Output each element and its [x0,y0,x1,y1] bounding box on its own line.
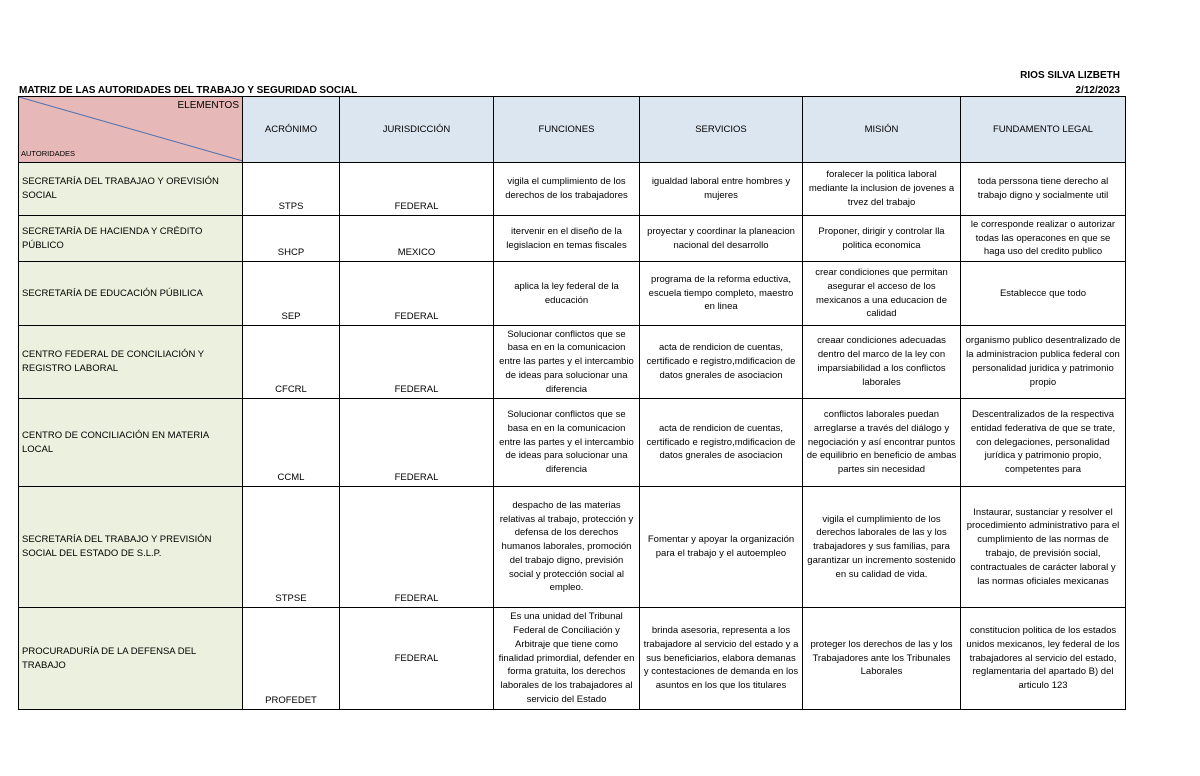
services-cell: brinda asesoria, representa a los trabajadore al servicio del estado y a sus beneficiarios, elabora demanas y contestaciones de demanda en los asuntos en los que los titulares [640,608,803,710]
services-cell: programa de la reforma eductiva, escuela tiempo completo, maestro en linea [640,262,803,326]
legal-basis-cell: toda perssona tiene derecho al trabajo digno y socialmente util [961,163,1126,216]
services-cell: Fomentar y apoyar la organización para el trabajo y el autoempleo [640,487,803,608]
table-row [19,216,1126,262]
acronym-cell: SEP [243,262,340,326]
author-name: RIOS SILVA LIZBETH [1020,70,1120,81]
column-header-jurisdiccion: JURISDICCIÓN [340,97,494,163]
functions-cell: itervenir en el diseño de la legislacion en temas fiscales [494,216,640,262]
column-header-acronimo: ACRÓNIMO [243,97,340,163]
authorities-matrix [18,96,1126,710]
acronym-cell: CFCRL [243,326,340,399]
jurisdiction-cell: FEDERAL [340,399,494,487]
legal-basis-cell: Establecce que todo [961,262,1126,326]
legal-basis-cell: constitucion politica de los estados unidos mexicanos, ley federal de los trabajadores al servicio del estado, reglamentaria del apartado B) del articulo 123 [961,608,1126,710]
table-row [19,262,1126,326]
legal-basis-cell: Descentralizados de la respectiva entidad federativa de que se trate, con delegaciones, personalidad jurídica y patrimonio propio, competentes para [961,399,1126,487]
acronym-cell: STPSE [243,487,340,608]
acronym-cell: CCML [243,399,340,487]
header-row [19,97,1126,163]
autoridades-label: AUTORIDADES [21,149,76,159]
table-row [19,608,1126,710]
legal-basis-cell: Instaurar, sustanciar y resolver el procedimiento administrativo para el cumplimiento de las normas de trabajo, de previsión social, contractuales de carácter laboral y las normas oficiales mexicanas [961,487,1126,608]
services-cell: acta de rendicion de cuentas, certificado e registro,mdificacion de datos gnerales de asociacion [640,399,803,487]
acronym-cell: PROFEDET [243,608,340,710]
services-cell: acta de rendicion de cuentas, certificado e registro,mdificacion de datos gnerales de asociacion [640,326,803,399]
jurisdiction-cell: FEDERAL [340,163,494,216]
acronym-cell: STPS [243,163,340,216]
authority-name: CENTRO DE CONCILIACIÓN EN MATERIA LOCAL [19,399,243,487]
acronym-cell: SHCP [243,216,340,262]
jurisdiction-cell: MEXICO [340,216,494,262]
document-date: 2/12/2023 [1075,85,1120,96]
mission-cell: vigila el cumplimiento de los derechos laborales de las y los trabajadores y sus familias, para garantizar un incremento sostenido en su calidad de vida. [803,487,961,608]
elementos-label: ELEMENTOS [177,100,239,111]
mission-cell: crear condiciones que permitan asegurar el acceso de los mexicanos a una educacion de calidad [803,262,961,326]
functions-cell: vigila el cumplimiento de los derechos de los trabajadores [494,163,640,216]
jurisdiction-cell: FEDERAL [340,326,494,399]
jurisdiction-cell: FEDERAL [340,608,494,710]
jurisdiction-cell: FEDERAL [340,262,494,326]
functions-cell: Solucionar conflictos que se basa en en la comunicacion entre las partes y el intercambio de ideas para solucionar una diferencia [494,326,640,399]
functions-cell: Es una unidad del Tribunal Federal de Conciliación y Arbitraje que tiene como finalidad primordial, defender en forma gratuita, los derechos laborales de los trabajadores al servicio del Estado [494,608,640,710]
authority-name: PROCURADURÍA DE LA DEFENSA DEL TRABAJO [19,608,243,710]
column-header-funciones: FUNCIONES [494,97,640,163]
functions-cell: Solucionar conflictos que se basa en en la comunicacion entre las partes y el intercambio de ideas para solucionar una diferencia [494,399,640,487]
legal-basis-cell: organismo publico desentralizado de la administracion publica federal con personalidad juridica y patrimonio propio [961,326,1126,399]
mission-cell: creaar condiciones adecuadas dentro del marco de la ley con imparsiabilidad a los conflictos laborales [803,326,961,399]
legal-basis-cell: le corresponde realizar o autorizar todas las operacones en que se haga uso del credito publico [961,216,1126,262]
column-header-fundamento: FUNDAMENTO LEGAL [961,97,1126,163]
table-row [19,326,1126,399]
table-row [19,163,1126,216]
corner-cell [19,97,243,163]
column-header-mision: MISIÓN [803,97,961,163]
mission-cell: conflictos laborales puedan arreglarse a través del diálogo y negociación y así encontrar puntos de equilibrio en beneficio de ambas partes sin necesidad [803,399,961,487]
authority-name: SECRETARÍA DEL TRABAJAO Y OREVISIÓN SOCIAL [19,163,243,216]
table-row [19,399,1126,487]
functions-cell: aplica la ley federal de la educación [494,262,640,326]
authority-name: SECRETARÍA DE HACIENDA Y CRÉDITO PÚBLICO [19,216,243,262]
jurisdiction-cell: FEDERAL [340,487,494,608]
mission-cell: proteger los derechos de las y los Trabajadores ante los Tribunales Laborales [803,608,961,710]
authority-name: SECRETARÍA DEL TRABAJO Y PREVISIÓN SOCIAL DEL ESTADO DE S.L.P. [19,487,243,608]
table-row [19,487,1126,608]
mission-cell: Proponer, dirigir y controlar lla politica economica [803,216,961,262]
services-cell: proyectar y coordinar la planeacion nacional del desarrollo [640,216,803,262]
functions-cell: despacho de las materias relativas al trabajo, protección y defensa de los derechos humanos laborales, promoción del trabajo digno, previsión social y protección social al empleo. [494,487,640,608]
authority-name: SECRETARÍA DE EDUCACIÓN PÚBILICA [19,262,243,326]
mission-cell: foralecer la politica laboral mediante la inclusion de jovenes a trvez del trabajo [803,163,961,216]
authority-name: CENTRO FEDERAL DE CONCILIACIÓN Y REGISTRO LABORAL [19,326,243,399]
document-title: MATRIZ DE LAS AUTORIDADES DEL TRABAJO Y SEGURIDAD SOCIAL [19,85,358,96]
services-cell: igualdad laboral entre hombres y mujeres [640,163,803,216]
column-header-servicios: SERVICIOS [640,97,803,163]
